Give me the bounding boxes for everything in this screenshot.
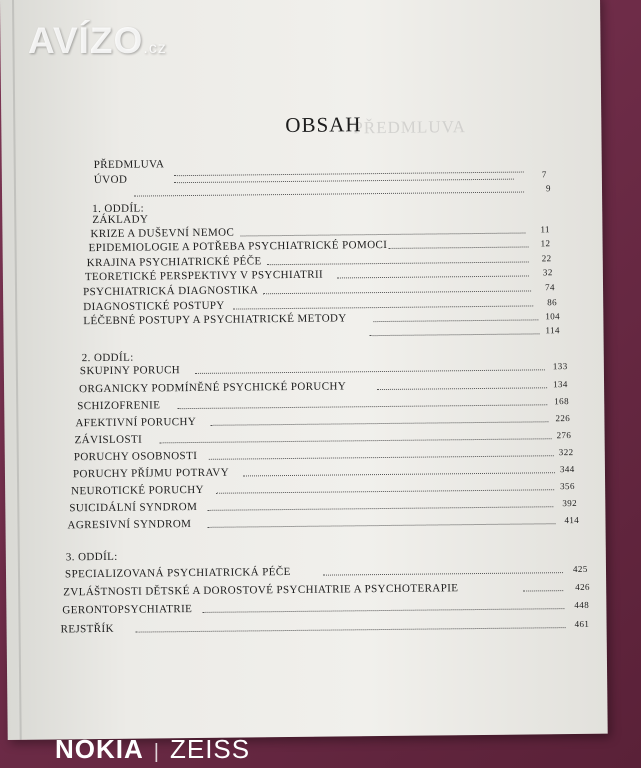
toc-entry-label: SPECIALIZOVANÁ PSYCHIATRICKÁ PÉČE bbox=[64, 565, 291, 581]
toc-entry-label: ZVLÁŠTNOSTI DĚTSKÉ A DOROSTOVÉ PSYCHIATRIE A PSYCHOTERAPIE bbox=[63, 582, 459, 599]
leader-dots bbox=[233, 305, 533, 309]
page-crease bbox=[12, 0, 22, 740]
leader-dots bbox=[267, 261, 529, 265]
toc-entry bbox=[74, 446, 584, 465]
toc-entry-label: AGRESIVNÍ SYNDROM bbox=[67, 518, 192, 532]
toc-entry-page: 86 bbox=[547, 297, 558, 308]
toc-entry-page: 276 bbox=[556, 430, 572, 441]
toc-entry bbox=[79, 378, 579, 397]
toc-entry bbox=[65, 563, 595, 583]
toc-entry-page: 356 bbox=[560, 481, 575, 492]
toc-entry bbox=[80, 360, 580, 379]
toc-entry-page: 448 bbox=[574, 599, 590, 611]
toc-entry-page: 7 bbox=[541, 169, 547, 180]
toc-entry bbox=[69, 497, 587, 516]
toc-entry-label: TEORETICKÉ PERSPEKTIVY V PSYCHIATRII bbox=[84, 268, 324, 284]
toc-entry-label: ORGANICKY PODMÍNĚNÉ PSYCHICKÉ PORUCHY bbox=[79, 380, 347, 396]
leader-dots bbox=[195, 369, 545, 374]
section-heading: 1. ODDÍL: bbox=[92, 202, 145, 216]
leader-dots bbox=[389, 246, 529, 248]
section-heading: 2. ODDÍL: bbox=[81, 351, 134, 365]
toc-entry-label: SKUPINY PORUCH bbox=[79, 364, 181, 378]
leader-dots bbox=[243, 472, 555, 476]
toc-entry-label: EPIDEMIOLOGIE A POTŘEBA PSYCHIATRICKÉ POMOCI bbox=[88, 238, 388, 255]
leader-dots bbox=[177, 404, 547, 409]
toc-entry-page: 426 bbox=[575, 581, 590, 593]
toc-entry-page: 11 bbox=[540, 224, 550, 235]
watermark-main: AVÍZO bbox=[28, 20, 144, 61]
leader-dots bbox=[210, 421, 548, 426]
toc-entry-label: SCHIZOFRENIE bbox=[77, 399, 161, 413]
toc-entry-label: REJSTŘÍK bbox=[60, 622, 114, 636]
leader-dots bbox=[337, 275, 529, 278]
toc-entry-label: DIAGNOSTICKÉ POSTUPY bbox=[83, 299, 225, 314]
page-title: OBSAH bbox=[285, 112, 362, 138]
toc-entry-page: 392 bbox=[562, 497, 578, 509]
toc-entry bbox=[75, 429, 583, 448]
toc-entry bbox=[73, 463, 585, 482]
watermark-suffix: .cz bbox=[143, 40, 167, 57]
leader-dots bbox=[136, 627, 566, 633]
leader-dots bbox=[263, 290, 531, 294]
leader-dots bbox=[216, 489, 554, 494]
leader-dots bbox=[240, 233, 525, 237]
toc-entry-page: 134 bbox=[553, 379, 568, 390]
toc-entry-page: 414 bbox=[564, 514, 580, 526]
camera-separator: | bbox=[153, 741, 160, 763]
toc-entry-page: 461 bbox=[574, 618, 590, 630]
leader-dots bbox=[373, 319, 538, 322]
leader-dots bbox=[160, 438, 552, 443]
leader-dots bbox=[134, 192, 524, 197]
leader-dots bbox=[370, 333, 540, 336]
leader-dots bbox=[323, 572, 563, 576]
toc-entry bbox=[63, 581, 598, 601]
toc-entry bbox=[75, 412, 580, 431]
toc-entry bbox=[67, 514, 587, 533]
toc-entry bbox=[61, 618, 601, 638]
leader-dots bbox=[523, 590, 563, 591]
toc-entry-page: 32 bbox=[542, 267, 553, 278]
toc-entry-page: 425 bbox=[572, 563, 588, 575]
toc-entry-page: 22 bbox=[541, 253, 552, 264]
toc-entry-page: 168 bbox=[554, 396, 569, 407]
section-heading: 3. ODDÍL: bbox=[65, 550, 118, 564]
toc-entry bbox=[71, 480, 586, 499]
toc-entry-label: KRAJINA PSYCHIATRICKÉ PÉČE bbox=[86, 255, 262, 270]
toc-entry-label: NEUROTICKÉ PORUCHY bbox=[71, 483, 205, 498]
toc-entry-label: ZÁVISLOSTI bbox=[74, 433, 143, 447]
toc-entry bbox=[62, 599, 597, 619]
toc-entry-label: PORUCHY OSOBNOSTI bbox=[73, 449, 198, 464]
section-subheading: ZÁKLADY bbox=[92, 213, 149, 227]
toc-entry-label: ÚVOD bbox=[93, 173, 128, 187]
toc-entry-label: GERONTOPSYCHIATRIE bbox=[62, 603, 193, 617]
camera-lens: ZEISS bbox=[169, 734, 251, 764]
toc-entry-page: 322 bbox=[558, 447, 574, 458]
toc-entry-label: PŘEDMLUVA bbox=[93, 158, 165, 172]
toc-entry bbox=[77, 395, 579, 414]
leader-dots bbox=[202, 608, 564, 613]
camera-watermark bbox=[55, 734, 250, 765]
toc-entry-page: 226 bbox=[555, 413, 571, 424]
toc-entry-label: LÉČEBNÉ POSTUPY A PSYCHIATRICKÉ METODY bbox=[83, 312, 347, 328]
show-through-text: PŘEDMLUVA bbox=[353, 117, 467, 138]
leader-dots bbox=[174, 172, 524, 177]
toc-entry-label: KRIZE A DUŠEVNÍ NEMOC bbox=[90, 226, 235, 241]
toc-entry-page: 104 bbox=[545, 311, 561, 322]
leader-dots bbox=[209, 455, 554, 460]
toc-entry-page: 12 bbox=[540, 238, 551, 249]
toc-entry-label: PORUCHY PŘÍJMU POTRAVY bbox=[72, 466, 230, 481]
camera-brand: NOKIA bbox=[55, 734, 144, 764]
toc-entry-page: 114 bbox=[545, 325, 560, 336]
leader-dots bbox=[208, 523, 556, 528]
toc-entry-page: 9 bbox=[545, 183, 551, 194]
toc-entry-label: SUICIDÁLNÍ SYNDROM bbox=[69, 500, 198, 515]
toc-entry-page: 74 bbox=[544, 282, 555, 293]
toc-entry-label: AFEKTIVNÍ PORUCHY bbox=[75, 415, 197, 430]
avizo-watermark bbox=[28, 20, 167, 62]
toc-entry-page: 344 bbox=[559, 464, 575, 475]
leader-dots bbox=[377, 387, 547, 390]
leader-dots bbox=[207, 506, 553, 511]
toc-entry-label: PSYCHIATRICKÁ DIAGNOSTIKA bbox=[83, 284, 259, 299]
toc-entry-page: 133 bbox=[552, 361, 568, 372]
